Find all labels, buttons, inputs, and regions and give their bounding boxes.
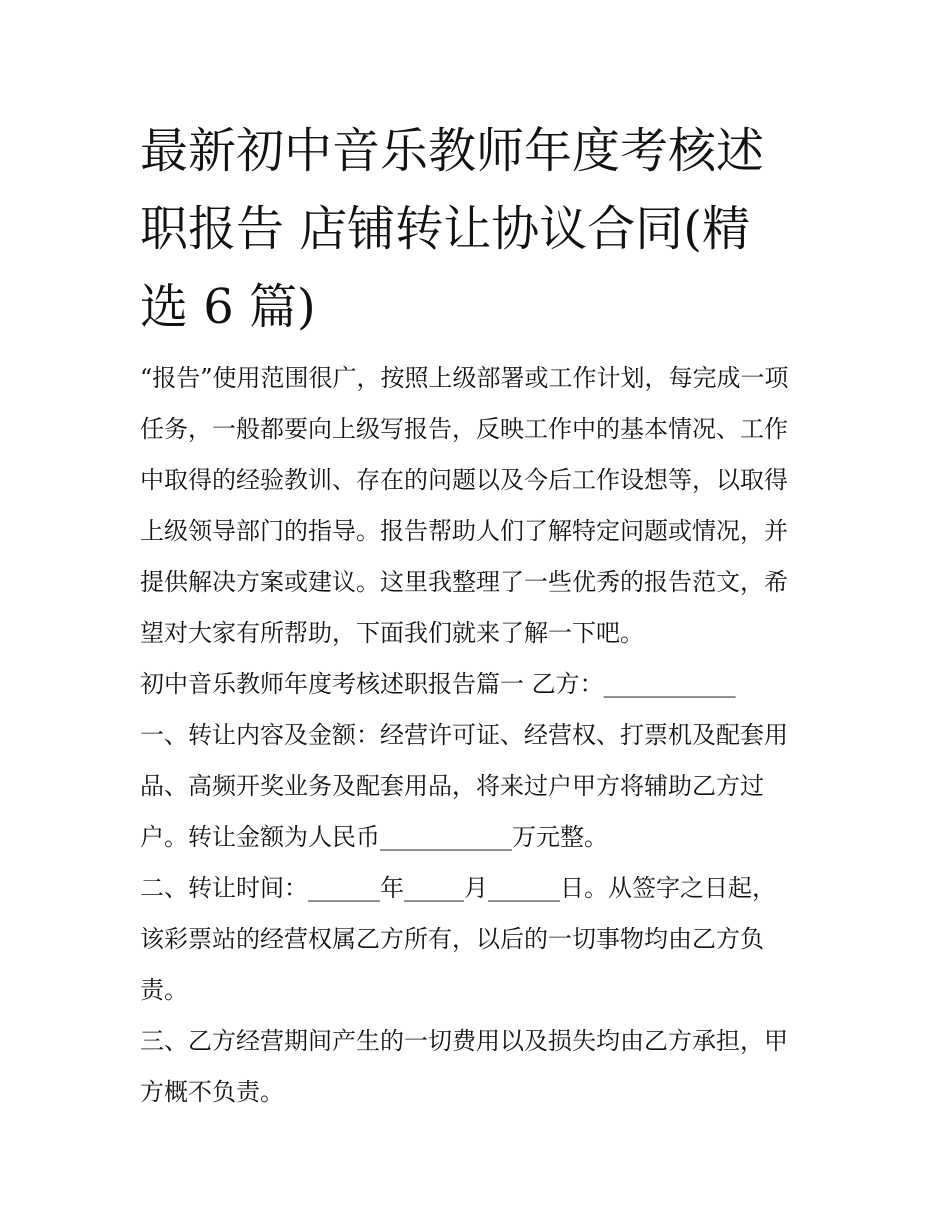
section-heading-line: 初中音乐教师年度考核述职报告篇一 乙方：___________ <box>140 670 736 698</box>
body-line: 任务，一般都要向上级写报告，反映工作中的基本情况、工作 <box>140 415 788 443</box>
body-line: 品、高频开奖业务及配套用品，将来过户甲方将辅助乙方过 <box>140 772 764 800</box>
body-line: 方概不负责。 <box>140 1078 284 1106</box>
body-line: 户。转让金额为人民币___________万元整。 <box>140 823 608 851</box>
body-line: 望对大家有所帮助，下面我们就来了解一下吧。 <box>140 619 644 647</box>
body-line: 该彩票站的经营权属乙方所有，以后的一切事物均由乙方负 <box>140 925 764 953</box>
body-line: 提供解决方案或建议。这里我整理了一些优秀的报告范文，希 <box>140 568 788 596</box>
title-line: 选 6 篇) <box>140 279 316 335</box>
body-line: “报告”使用范围很广，按照上级部署或工作计划，每完成一项 <box>140 364 789 392</box>
document-body <box>140 353 820 1118</box>
body-line: 责。 <box>140 976 188 1004</box>
body-line: 中取得的经验教训、存在的问题以及今后工作设想等，以取得 <box>140 466 788 494</box>
body-line: 上级领导部门的指导。报告帮助人们了解特定问题或情况，并 <box>140 517 788 545</box>
document-title <box>140 112 820 346</box>
body-line: 三、乙方经营期间产生的一切费用以及损失均由乙方承担，甲 <box>140 1027 788 1055</box>
title-line: 职报告 店铺转让协议合同(精 <box>140 201 750 257</box>
body-line: 二、转让时间：______年_____月______日。从签字之日起， <box>140 874 776 902</box>
title-line: 最新初中音乐教师年度考核述 <box>140 123 765 179</box>
body-line: 一、转让内容及金额：经营许可证、经营权、打票机及配套用 <box>140 721 788 749</box>
